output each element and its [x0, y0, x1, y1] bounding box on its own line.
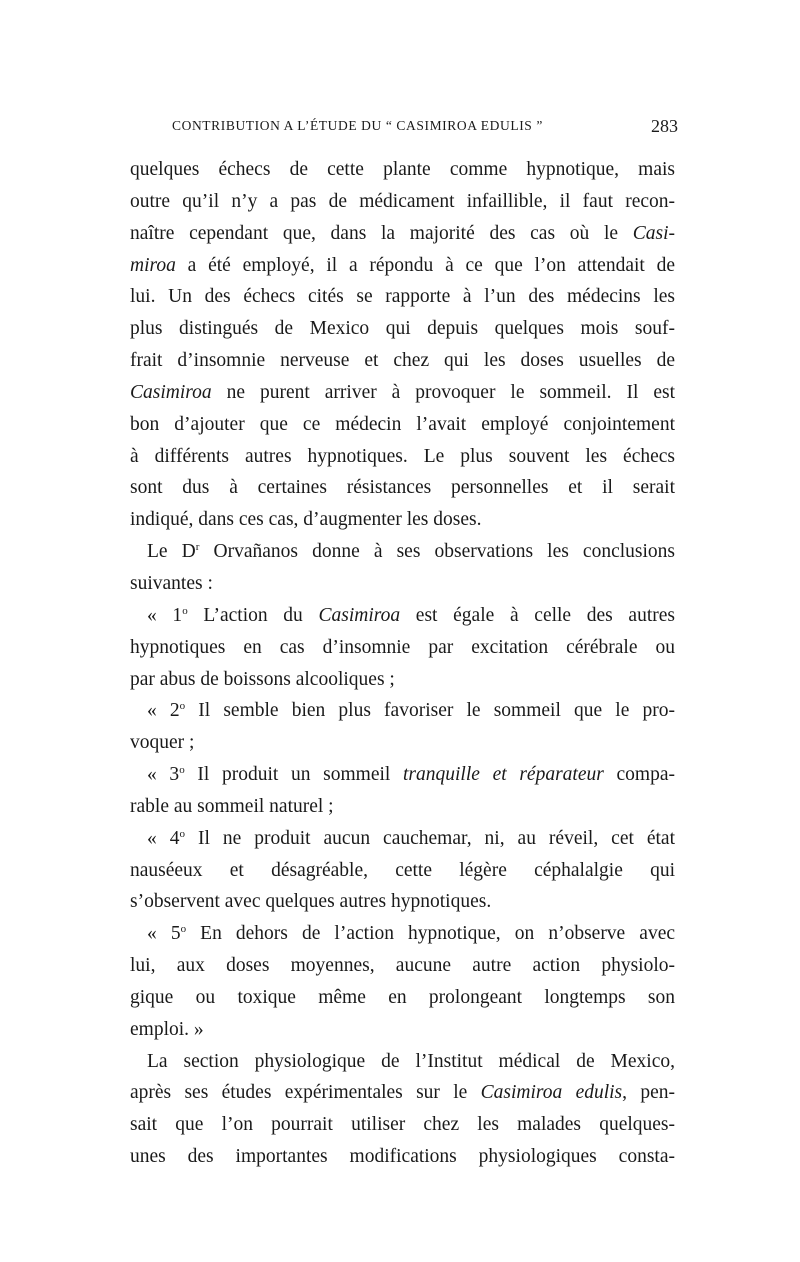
- text-line: gique ou toxique même en prolongeant longtemps son: [130, 986, 675, 1008]
- running-head: [172, 116, 678, 140]
- text-line: suivantes :: [130, 572, 213, 594]
- page-number: 283: [651, 116, 678, 136]
- text-line: plus distingués de Mexico qui depuis quelques mois souf-: [130, 318, 675, 340]
- text-line: Le $D^r$ Orvañanos donne à ses observations les conclusions: [147, 541, 675, 563]
- text-line: bon d’ajouter que ce médecin l’avait employé conjointement: [130, 413, 675, 435]
- text-line: sait que l’on pourrait utiliser chez les malades quelques-: [130, 1114, 675, 1136]
- text-line: nauséeux et désagréable, cette légère céphalalgie qui: [130, 859, 675, 881]
- text-line: indiqué, dans ces cas, d’augmenter les doses.: [130, 509, 482, 531]
- body-text: [130, 154, 675, 1173]
- text-line: frait d’insomnie nerveuse et chez qui les doses usuelles de: [130, 350, 675, 372]
- text-line: lui, aux doses moyennes, aucune autre action physiolo-: [130, 955, 675, 977]
- running-head-title: CONTRIBUTION A L’ÉTUDE DU “ CASIMIROA EDULIS ”: [172, 118, 543, 133]
- text-line: lui. Un des échecs cités se rapporte à l’un des médecins les: [130, 286, 675, 308]
- text-line: La section physiologique de l’Institut médical de Mexico,: [147, 1050, 675, 1072]
- text-line: « 4$^o$ Il ne produit aucun cauchemar, ni, au réveil, cet état: [147, 827, 676, 849]
- text-line: par abus de boissons alcooliques ;: [130, 668, 395, 690]
- text-line: outre qu’il n’y a pas de médicament infaillible, il faut recon-: [130, 190, 675, 212]
- text-line: naître cependant que, dans la majorité des cas où le Casi-: [130, 222, 675, 244]
- text-line: Casimiroa ne purent arriver à provoquer le sommeil. Il est: [130, 381, 675, 403]
- text-line: après ses études expérimentales sur le Casimiroa edulis, pen-: [130, 1082, 675, 1104]
- text-line: sont dus à certaines résistances personnelles et il serait: [130, 477, 675, 499]
- text-line: quelques échecs de cette plante comme hypnotique, mais: [130, 159, 675, 180]
- text-line: à différents autres hypnotiques. Le plus souvent les échecs: [130, 445, 675, 467]
- text-line: voquer ;: [130, 732, 195, 754]
- text-line: « 3$^o$ Il produit un sommeil tranquille et réparateur compa-: [147, 764, 675, 786]
- text-line: miroa a été employé, il a répondu à ce que l’on attendait de: [130, 254, 675, 276]
- text-line: rable au sommeil naturel ;: [130, 795, 334, 817]
- text-line: s’observent avec quelques autres hypnotiques.: [130, 891, 492, 913]
- text-line: unes des importantes modifications physiologiques consta-: [130, 1146, 675, 1168]
- text-line: « 2$^o$ Il semble bien plus favoriser le sommeil que le pro-: [147, 700, 675, 722]
- text-line: « 1$^o$ L’action du Casimiroa est égale à celle des autres: [147, 604, 675, 626]
- text-line: hypnotiques en cas d’insomnie par excitation cérébrale ou: [130, 636, 675, 658]
- text-line: « 5$^o$ En dehors de l’action hypnotique, on n’observe avec: [147, 923, 676, 945]
- text-line: emploi. »: [130, 1018, 204, 1040]
